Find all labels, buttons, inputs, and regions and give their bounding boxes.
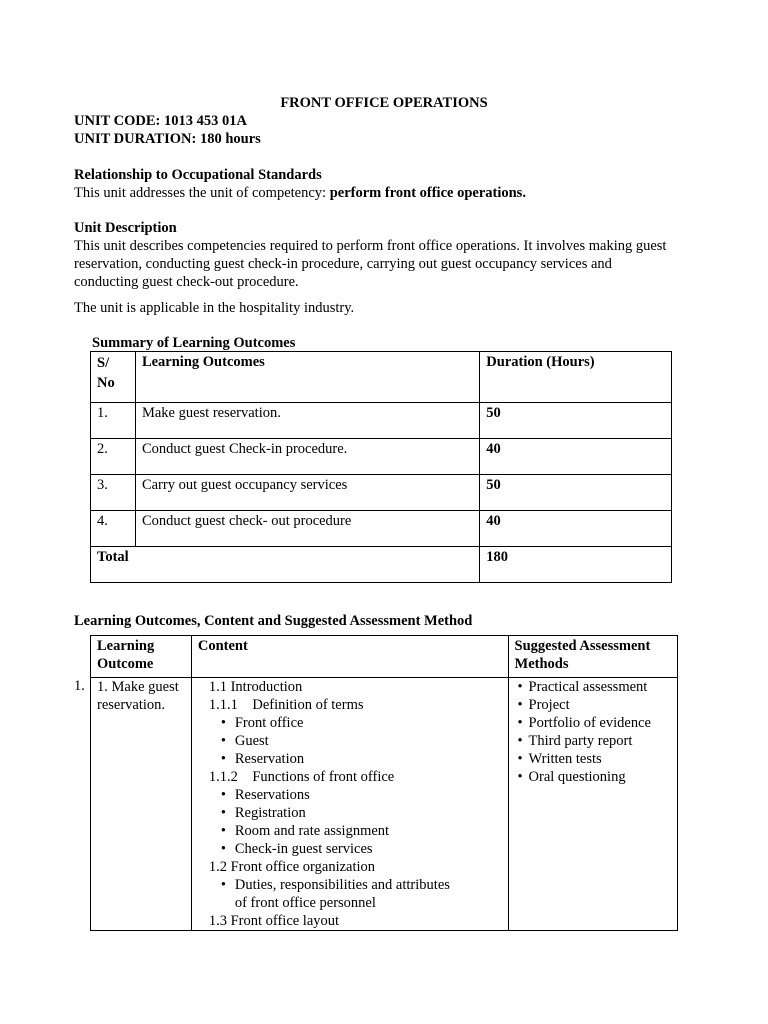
organization-list [209, 876, 459, 912]
table-row [91, 678, 678, 931]
description-text: This unit describes competencies required to perform front office operations. It involves making guest reservation, conducting guest check-in procedure, carrying out guest occupancy services and conducting guest check-out procedure. [74, 238, 667, 290]
relationship-competency: perform front office operations. [329, 185, 526, 201]
table-row [91, 439, 672, 475]
content-layout: 1.3 Front office layout [208, 913, 340, 929]
list-item: • Reservation [209, 750, 502, 768]
list-item: • Third party report [515, 732, 671, 750]
header-sno: S/ No [91, 352, 136, 403]
row-number: 2. [91, 439, 136, 475]
outcomes-table [90, 635, 678, 931]
row-hours: 50 [480, 403, 672, 439]
relationship-paragraph [74, 184, 526, 202]
unit-duration: UNIT DURATION: 180 hours [74, 131, 261, 147]
table-row [91, 403, 672, 439]
row-outcome: Carry out guest occupancy services [135, 475, 479, 511]
content-cell [191, 678, 508, 931]
header-assessment: Suggested Assessment Methods [508, 636, 677, 678]
list-item: • Guest [209, 732, 502, 750]
document-title: FRONT OFFICE OPERATIONS [280, 95, 488, 111]
row-outcome: Conduct guest check- out procedure [135, 511, 479, 547]
outcome-row-number: 1. [74, 678, 85, 694]
content-organization: 1.2 Front office organization [208, 859, 376, 875]
list-item: • Registration [209, 804, 502, 822]
list-item: • Duties, responsibilities and attributes of front office personnel [209, 876, 459, 912]
list-item: • Project [515, 696, 671, 714]
unit-code: UNIT CODE: 1013 453 01A [74, 113, 247, 129]
summary-table [90, 351, 672, 583]
header-learning-outcomes: Learning Outcomes [135, 352, 479, 403]
terms-list [209, 714, 502, 768]
total-label: Total [91, 547, 480, 583]
row-number: 4. [91, 511, 136, 547]
content-definition-of-terms: 1.1.1 Definition of terms [208, 697, 364, 713]
functions-list [209, 786, 502, 858]
content-introduction: 1.1 Introduction [208, 679, 303, 695]
list-item: • Front office [209, 714, 502, 732]
row-hours: 50 [480, 475, 672, 511]
summary-header-row [91, 352, 672, 403]
list-item: • Check-in guest services [209, 840, 502, 858]
content-functions: 1.1.2 Functions of front office [208, 769, 395, 785]
assessment-cell [508, 678, 677, 931]
header-content: Content [191, 636, 508, 678]
row-number: 3. [91, 475, 136, 511]
list-item: • Practical assessment [515, 678, 671, 696]
list-item: • Oral questioning [515, 768, 671, 786]
table-row [91, 511, 672, 547]
list-item: • Portfolio of evidence [515, 714, 671, 732]
outcome-cell: 1. Make guest reservation. [91, 678, 192, 931]
outcomes-header-row [91, 636, 678, 678]
list-item: • Room and rate assignment [209, 822, 502, 840]
row-outcome: Make guest reservation. [135, 403, 479, 439]
row-number: 1. [91, 403, 136, 439]
row-outcome: Conduct guest Check-in procedure. [135, 439, 479, 475]
assessment-list [515, 678, 671, 786]
list-item: • Reservations [209, 786, 502, 804]
row-hours: 40 [480, 511, 672, 547]
total-row [91, 547, 672, 583]
relationship-text: This unit addresses the unit of competency: [74, 185, 330, 201]
row-hours: 40 [480, 439, 672, 475]
outcomes-heading: Learning Outcomes, Content and Suggested Assessment Method [74, 613, 473, 629]
header-learning-outcome: Learning Outcome [91, 636, 192, 678]
description-heading: Unit Description [74, 220, 177, 236]
summary-heading: Summary of Learning Outcomes [92, 335, 296, 351]
list-item: • Written tests [515, 750, 671, 768]
relationship-heading: Relationship to Occupational Standards [74, 167, 322, 183]
total-value: 180 [480, 547, 672, 583]
table-row [91, 475, 672, 511]
applicable-text: The unit is applicable in the hospitality industry. [74, 300, 355, 316]
header-duration: Duration (Hours) [480, 352, 672, 403]
